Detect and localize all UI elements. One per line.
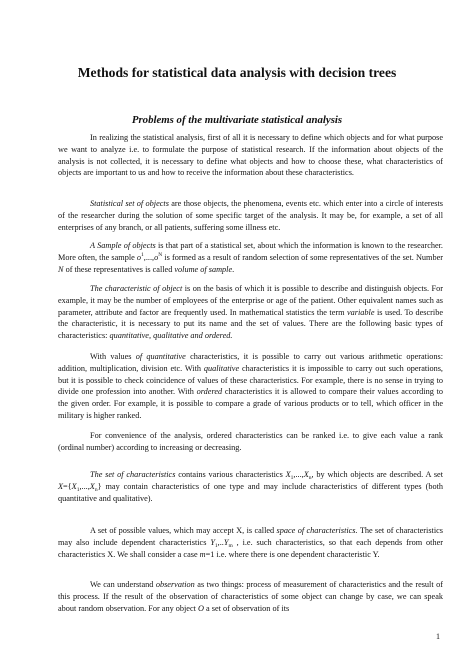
math-sup-n: N [158, 251, 163, 258]
math-X: X [58, 481, 64, 491]
term-variable: variable [347, 307, 375, 317]
math-sub: m [228, 542, 233, 549]
paragraph-text: With values [90, 352, 136, 361]
math-dots: ,..., [293, 470, 304, 479]
math-sub: 1 [290, 475, 294, 481]
math-m: m [199, 549, 206, 559]
paragraph-characteristic [58, 283, 443, 342]
paragraph-text: as two things: process of measurement of characteristics and the result of this process. If the result of the observation of characteristics of some object can change by case, we can speak about random observation. For any object [58, 580, 443, 613]
math-dots: ,..., [79, 481, 90, 491]
paragraph-text: , i.e. such characteristics, so that each depends from other characteristics X. We shall consider a case [58, 537, 443, 559]
section-heading: Problems of the multivariate statistical analysis [131, 114, 343, 126]
paragraph-quantitative [58, 351, 443, 422]
paragraph-observation [58, 579, 443, 614]
paragraph-ranking [58, 430, 443, 454]
term-set-of-characteristics: The set of characteristics [90, 470, 176, 479]
paragraph-text: We can understand [90, 580, 156, 589]
math-sub: 1 [214, 542, 218, 549]
term-statistical-set: Statistical set of objects [90, 199, 169, 208]
term-sample: A Sample of objects [90, 241, 156, 250]
paragraph-text: is that part of a statistical set, about which the information is known to the researcher. More often, the sample [58, 241, 443, 262]
page-number: 1 [436, 632, 440, 641]
term-ordered: ordered [196, 387, 223, 397]
paragraph-text: a set of observation of its [203, 603, 290, 613]
paragraph-text: In realizing the statistical analysis, first of all it is necessary to define which objects and for what purpose we want to analyze i.e. to formulate the purpose of statistical research. If the information about objects of the analysis is not collected, it is necessary to define what objects and how to choose these, what characteristics of objects are important to us and how to receive the information about these characteristics. [58, 133, 443, 178]
math-dots: ,.. [217, 537, 224, 547]
paragraph-set-of-characteristics [58, 469, 443, 504]
term-space-of-characteristics: space of characteristics. [276, 526, 358, 535]
math-symbol: ={ [63, 481, 72, 491]
paragraph-text: The set of characteristics may also include dependent characteristics [58, 526, 443, 547]
term-types: quantitative, qualitative and ordered. [109, 331, 233, 341]
paragraph-statistical-set [58, 198, 443, 233]
term-observation: observation [155, 580, 195, 589]
math-dots: ,..., [143, 252, 155, 262]
paragraph-text: is formed as a result of random selection of some representatives of the set. Number [162, 252, 443, 262]
paragraph-text: may contain characteristics of one type and may include characteristics of different types (both quantitative and qualitative). [58, 481, 443, 503]
paragraph-text: are those objects, the phenomena, events etc. which enter into a circle of interests of the researcher during the solution of some specific target of the analysis. It may be, for example, a set of all enterprises of any branch, or all patients, suffering some illness etc. [58, 199, 443, 232]
paragraph-text: . [232, 264, 235, 274]
math-X: X [89, 481, 95, 491]
term-characteristic: The characteristic of object [90, 284, 183, 293]
paragraph-space-of-characteristics [58, 525, 443, 560]
paragraph-text: A set of possible values, which may accept X, is called [90, 526, 277, 535]
paragraph-text: is on the basis of which it is possible to describe and distinguish objects. For example, it may be the number of employees of the enterprise or age of the patient. Other equivalent names such as parameter, attribute and factor are frequently used. In mathematical statistics the term [58, 284, 443, 317]
math-O: O [198, 603, 204, 613]
term-quantitative: of quantitative [135, 352, 186, 361]
paragraph-text: For convenience of the analysis, ordered characteristics can be ranked i.e. to give each value a rank (ordinal number) according to increasing or decreasing. [58, 431, 443, 452]
math-o: o [136, 252, 142, 262]
term-qualitative: qualitative [203, 363, 240, 373]
math-Y: Y [223, 537, 229, 547]
math-symbol: } [97, 481, 102, 491]
paragraph-text: characteristics it is impossible to carry out such operations, but it is possible to check coincidence of values of these characteristics. For example, there is no sense in trying to divide one profession into another. With [58, 363, 443, 397]
math-Y: Y [210, 537, 215, 547]
math-X: X [285, 470, 291, 479]
paragraph-text: contains various characteristics [175, 470, 286, 479]
paragraph-text: , by which objects are described. A set [311, 470, 443, 479]
math-N: N [58, 264, 64, 274]
term-volume-of-sample: volume of sample [174, 264, 233, 274]
math-sup-1: 1 [141, 251, 144, 258]
paragraph-text: characteristics it is allowed to compare their values according to the given order. For example, it is possible to compare a grade of various products or to tell, which officer in the military is higher ranked. [58, 387, 443, 420]
paragraph-purpose [58, 132, 443, 179]
paragraph-text: is used. To describe the characteristic, it is necessary to put its name and the set of values. There are the following basic types of characteristics: [58, 307, 443, 341]
document-title: Methods for statistical data analysis with decision trees [77, 65, 397, 80]
math-sub: n [94, 486, 98, 493]
math-X: X [71, 481, 77, 491]
math-sub: n [308, 475, 312, 481]
paragraph-text: =1 i.e. where there is one dependent characteristic Y. [205, 549, 380, 559]
paragraph-text: characteristics, it is possible to carry out various arithmetic operations: addition, multiplication, division etc. With [58, 352, 443, 373]
math-o: o [154, 252, 159, 262]
math-X: X [303, 470, 309, 479]
math-sub: 1 [76, 486, 80, 493]
paragraph-sample [58, 240, 443, 275]
paragraph-text: of these representatives is called [63, 264, 175, 274]
